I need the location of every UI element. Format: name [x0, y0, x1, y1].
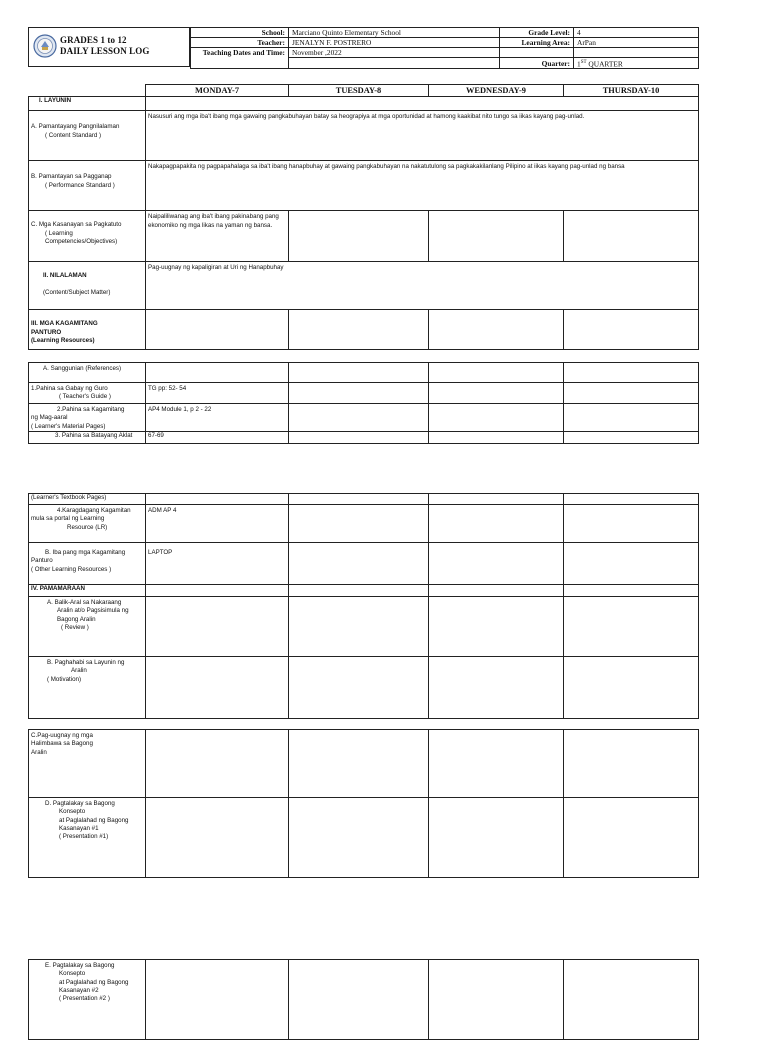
nilalaman-text: Pag-uugnay ng kapaligiran at Uri ng Hanapbuhay: [146, 262, 699, 310]
school-info-table: [190, 27, 699, 69]
teacher-label: Teacher:: [191, 38, 289, 48]
review-label: A. Balik-Aral sa Nakaraang Aralin at/o Pagsisimula ng Bagong Aralin ( Review ): [29, 597, 146, 657]
day-thursday: THURSDAY-10: [564, 85, 699, 97]
layunin-label: I. LAYUNIN: [29, 97, 146, 111]
references-table: [28, 362, 699, 444]
learners-material-pages: AP4 Module 1, p 2 - 22: [146, 404, 289, 432]
procedure-table-3: [28, 959, 699, 1040]
performance-standard-text: Nakapagpapakita ng pagpapahalaga sa iba't ibang hanapbuhay at gawaing pangkabuhayan na nakatutulong sa pagkakakilanlang Pilipino at iikas kayang pag-unlad ng bansa: [146, 161, 699, 211]
textbook-pages: 67-69: [146, 432, 289, 444]
examples-label: C.Pag-uugnay ng mga Halimbawa sa Bagong Aralin: [29, 730, 146, 798]
lr-portal-value: ADM AP 4: [146, 505, 289, 543]
area-value: ArPan: [574, 38, 699, 48]
deped-seal-icon: [33, 30, 57, 62]
teacher-value: JENALYN F. POSTRERO: [289, 38, 500, 48]
school-label: School:: [191, 28, 289, 38]
day-wednesday: WEDNESDAY-9: [429, 85, 564, 97]
competencies-monday: Naipaliliwanag ang iba't ibang pakinabang pang ekonomiko ng mga likas na yaman ng bansa.: [146, 211, 289, 262]
teachers-guide-label: 1.Pahina sa Gabay ng Guro ( Teacher's Guide ): [29, 383, 146, 404]
presentation-1-label: D. Pagtalakay sa Bagong Konsepto at Paglalahad ng Bagong Kasanayan #1 ( Presentation #1): [29, 798, 146, 878]
lesson-table-1: [28, 84, 699, 350]
nilalaman-label: II. NILALAMAN (Content/Subject Matter): [29, 262, 146, 310]
dates-label: Teaching Dates and Time:: [191, 48, 289, 69]
competencies-label: C. Mga Kasanayan sa Pagkatuto ( Learning Competencies/Objectives): [29, 211, 146, 262]
school-value: Marciano Quinto Elementary School: [289, 28, 500, 38]
day-monday: MONDAY-7: [146, 85, 289, 97]
kagamitang-label: III. MGA KAGAMITANG PANTURO (Learning Resources): [29, 310, 146, 350]
textbook-pages-label: (Learner's Textbook Pages): [29, 494, 146, 505]
lr-portal-label: 4.Karagdagang Kagamitan mula sa portal ng Learning Resource (LR): [29, 505, 146, 543]
grade-label: Grade Level:: [500, 28, 574, 38]
area-label: Learning Area:: [500, 38, 574, 48]
teachers-guide-pages: TG pp: 52- 54: [146, 383, 289, 404]
title-line-2: DAILY LESSON LOG: [60, 46, 150, 56]
pamamaraan-label: IV. PAMAMARAAN: [29, 585, 146, 597]
content-standard-label: A. Pamantayang Pangnilalaman ( Content Standard ): [29, 111, 146, 161]
title-line-1: GRADES 1 to 12: [60, 35, 127, 45]
grade-value: 4: [574, 28, 699, 38]
sanggunian-label: A. Sanggunian (References): [29, 363, 146, 383]
quarter-label: Quarter:: [500, 58, 574, 69]
procedure-table-2: [28, 729, 699, 878]
content-standard-text: Nasusuri ang mga iba't ibang mga gawaing pangkabuhayan batay sa heograpiya at mga oportunidad at hamong kaakibat nito tungo sa iikas kayang pag-unlad.: [146, 111, 699, 161]
learners-material-label: 2.Pahina sa Kagamitang ng Mag-aaral ( Learner's Material Pages): [29, 404, 146, 432]
day-tuesday: TUESDAY-8: [289, 85, 429, 97]
other-resources-value: LAPTOP: [146, 543, 289, 585]
procedure-table-1: [28, 493, 699, 719]
performance-standard-label: B. Pamantayan sa Pagganap ( Performance Standard ): [29, 161, 146, 211]
quarter-value: 1ST QUARTER: [574, 58, 699, 69]
dates-value: November ,2022: [289, 48, 500, 58]
other-resources-label: B. Iba pang mga Kagamitang Panturo ( Other Learning Resources ): [29, 543, 146, 585]
motivation-label: B. Paghahabi sa Layunin ng Aralin ( Motivation): [29, 657, 146, 719]
textbook-label: 3. Pahina sa Batayang Aklat: [29, 432, 146, 444]
presentation-2-label: E. Pagtalakay sa Bagong Konsepto at Paglalahad ng Bagong Kasanayan #2 ( Presentation #2 ): [29, 960, 146, 1040]
